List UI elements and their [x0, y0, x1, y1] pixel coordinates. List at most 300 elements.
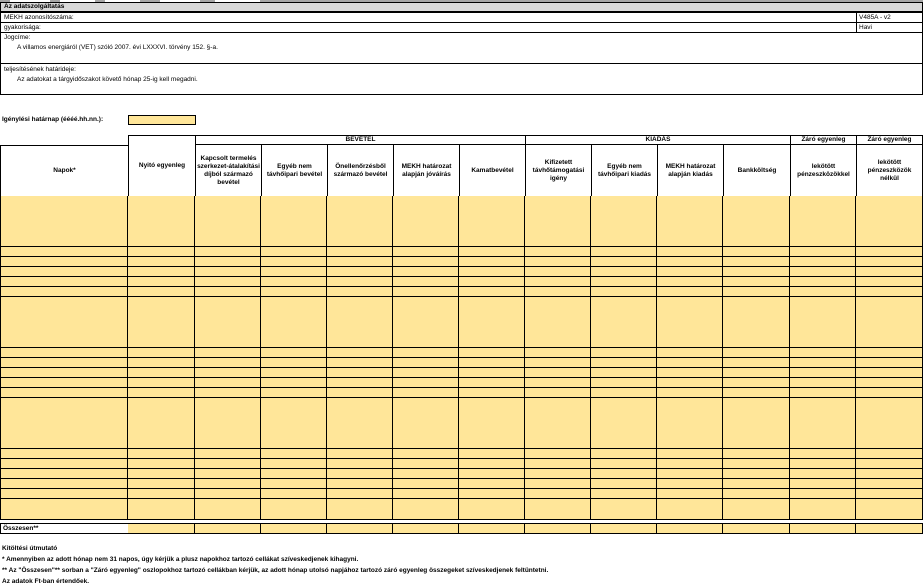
- data-cell[interactable]: [657, 358, 723, 369]
- data-cell[interactable]: [856, 388, 923, 399]
- data-cell[interactable]: [0, 196, 128, 207]
- data-cell[interactable]: [393, 277, 459, 288]
- data-cell[interactable]: [591, 398, 657, 409]
- data-cell[interactable]: [723, 438, 790, 449]
- data-cell[interactable]: [459, 499, 525, 510]
- data-cell[interactable]: [657, 236, 723, 247]
- data-cell[interactable]: [393, 287, 459, 298]
- data-cell[interactable]: [657, 267, 723, 278]
- data-cell[interactable]: [856, 438, 923, 449]
- data-cell[interactable]: [261, 449, 327, 460]
- data-cell[interactable]: [591, 297, 657, 308]
- data-cell[interactable]: [459, 378, 525, 389]
- data-cell[interactable]: [591, 499, 657, 510]
- total-cell[interactable]: [261, 523, 327, 534]
- data-cell[interactable]: [195, 509, 261, 520]
- data-cell[interactable]: [723, 388, 790, 399]
- data-cell[interactable]: [327, 337, 393, 348]
- data-cell[interactable]: [459, 226, 525, 237]
- data-cell[interactable]: [0, 459, 128, 470]
- data-cell[interactable]: [261, 388, 327, 399]
- data-cell[interactable]: [261, 206, 327, 217]
- data-cell[interactable]: [128, 317, 195, 328]
- data-cell[interactable]: [261, 368, 327, 379]
- data-cell[interactable]: [723, 398, 790, 409]
- data-cell[interactable]: [261, 277, 327, 288]
- data-cell[interactable]: [591, 287, 657, 298]
- data-cell[interactable]: [393, 428, 459, 439]
- data-cell[interactable]: [0, 398, 128, 409]
- data-cell[interactable]: [856, 509, 923, 520]
- data-cell[interactable]: [128, 489, 195, 500]
- data-cell[interactable]: [591, 337, 657, 348]
- data-cell[interactable]: [459, 247, 525, 258]
- total-cell[interactable]: [856, 523, 923, 534]
- data-cell[interactable]: [327, 206, 393, 217]
- data-cell[interactable]: [790, 206, 856, 217]
- data-cell[interactable]: [393, 236, 459, 247]
- data-cell[interactable]: [195, 388, 261, 399]
- data-cell[interactable]: [261, 408, 327, 419]
- data-cell[interactable]: [856, 368, 923, 379]
- data-cell[interactable]: [459, 307, 525, 318]
- data-cell[interactable]: [0, 378, 128, 389]
- data-cell[interactable]: [856, 327, 923, 338]
- data-cell[interactable]: [0, 408, 128, 419]
- data-cell[interactable]: [0, 449, 128, 460]
- data-cell[interactable]: [327, 277, 393, 288]
- data-cell[interactable]: [525, 479, 591, 490]
- data-cell[interactable]: [195, 358, 261, 369]
- data-cell[interactable]: [591, 469, 657, 480]
- data-cell[interactable]: [261, 257, 327, 268]
- data-cell[interactable]: [195, 418, 261, 429]
- data-cell[interactable]: [723, 408, 790, 419]
- data-cell[interactable]: [790, 388, 856, 399]
- data-cell[interactable]: [525, 277, 591, 288]
- data-cell[interactable]: [723, 489, 790, 500]
- data-cell[interactable]: [459, 236, 525, 247]
- data-cell[interactable]: [856, 428, 923, 439]
- data-cell[interactable]: [790, 247, 856, 258]
- data-cell[interactable]: [790, 438, 856, 449]
- data-cell[interactable]: [128, 438, 195, 449]
- data-cell[interactable]: [327, 216, 393, 227]
- data-cell[interactable]: [525, 327, 591, 338]
- data-cell[interactable]: [591, 257, 657, 268]
- data-cell[interactable]: [723, 267, 790, 278]
- data-cell[interactable]: [0, 489, 128, 500]
- data-cell[interactable]: [723, 418, 790, 429]
- data-cell[interactable]: [393, 449, 459, 460]
- data-cell[interactable]: [128, 337, 195, 348]
- data-cell[interactable]: [128, 378, 195, 389]
- data-cell[interactable]: [195, 226, 261, 237]
- data-cell[interactable]: [261, 378, 327, 389]
- data-cell[interactable]: [723, 378, 790, 389]
- data-cell[interactable]: [327, 297, 393, 308]
- data-cell[interactable]: [856, 489, 923, 500]
- data-cell[interactable]: [525, 509, 591, 520]
- data-cell[interactable]: [723, 469, 790, 480]
- data-cell[interactable]: [195, 479, 261, 490]
- data-cell[interactable]: [128, 368, 195, 379]
- data-cell[interactable]: [591, 388, 657, 399]
- data-cell[interactable]: [327, 438, 393, 449]
- data-cell[interactable]: [790, 226, 856, 237]
- data-cell[interactable]: [657, 459, 723, 470]
- data-cell[interactable]: [525, 297, 591, 308]
- data-cell[interactable]: [723, 287, 790, 298]
- data-cell[interactable]: [128, 479, 195, 490]
- data-cell[interactable]: [790, 327, 856, 338]
- data-cell[interactable]: [327, 196, 393, 207]
- data-cell[interactable]: [459, 358, 525, 369]
- data-cell[interactable]: [393, 479, 459, 490]
- data-cell[interactable]: [591, 449, 657, 460]
- data-cell[interactable]: [195, 499, 261, 510]
- data-cell[interactable]: [0, 236, 128, 247]
- data-cell[interactable]: [327, 418, 393, 429]
- data-cell[interactable]: [261, 489, 327, 500]
- total-cell[interactable]: [657, 523, 723, 534]
- data-cell[interactable]: [393, 297, 459, 308]
- data-cell[interactable]: [856, 358, 923, 369]
- data-cell[interactable]: [393, 408, 459, 419]
- data-cell[interactable]: [261, 226, 327, 237]
- data-cell[interactable]: [790, 509, 856, 520]
- data-cell[interactable]: [856, 398, 923, 409]
- data-cell[interactable]: [723, 509, 790, 520]
- data-cell[interactable]: [723, 449, 790, 460]
- data-cell[interactable]: [723, 358, 790, 369]
- data-cell[interactable]: [657, 277, 723, 288]
- total-cell[interactable]: [128, 523, 195, 534]
- data-cell[interactable]: [261, 196, 327, 207]
- data-cell[interactable]: [657, 469, 723, 480]
- data-cell[interactable]: [393, 358, 459, 369]
- data-cell[interactable]: [856, 307, 923, 318]
- data-cell[interactable]: [459, 297, 525, 308]
- data-cell[interactable]: [195, 469, 261, 480]
- data-cell[interactable]: [790, 307, 856, 318]
- data-cell[interactable]: [261, 327, 327, 338]
- data-cell[interactable]: [657, 479, 723, 490]
- data-cell[interactable]: [261, 358, 327, 369]
- data-cell[interactable]: [657, 317, 723, 328]
- data-cell[interactable]: [591, 206, 657, 217]
- data-cell[interactable]: [195, 408, 261, 419]
- data-cell[interactable]: [657, 226, 723, 237]
- data-cell[interactable]: [195, 449, 261, 460]
- data-cell[interactable]: [525, 267, 591, 278]
- data-cell[interactable]: [128, 307, 195, 318]
- data-cell[interactable]: [790, 257, 856, 268]
- data-cell[interactable]: [790, 408, 856, 419]
- data-cell[interactable]: [261, 247, 327, 258]
- data-cell[interactable]: [723, 459, 790, 470]
- data-cell[interactable]: [327, 449, 393, 460]
- data-cell[interactable]: [261, 499, 327, 510]
- data-cell[interactable]: [591, 307, 657, 318]
- data-cell[interactable]: [393, 499, 459, 510]
- data-cell[interactable]: [0, 327, 128, 338]
- data-cell[interactable]: [525, 378, 591, 389]
- data-cell[interactable]: [195, 257, 261, 268]
- data-cell[interactable]: [128, 428, 195, 439]
- data-cell[interactable]: [525, 226, 591, 237]
- data-cell[interactable]: [525, 247, 591, 258]
- data-cell[interactable]: [856, 337, 923, 348]
- data-cell[interactable]: [657, 368, 723, 379]
- data-cell[interactable]: [393, 509, 459, 520]
- data-cell[interactable]: [657, 327, 723, 338]
- data-cell[interactable]: [261, 479, 327, 490]
- data-cell[interactable]: [525, 368, 591, 379]
- data-cell[interactable]: [393, 418, 459, 429]
- data-cell[interactable]: [723, 368, 790, 379]
- total-cell[interactable]: [327, 523, 393, 534]
- data-cell[interactable]: [723, 317, 790, 328]
- data-cell[interactable]: [459, 257, 525, 268]
- data-cell[interactable]: [459, 408, 525, 419]
- data-cell[interactable]: [856, 459, 923, 470]
- total-cell[interactable]: [790, 523, 856, 534]
- data-cell[interactable]: [0, 317, 128, 328]
- data-cell[interactable]: [856, 257, 923, 268]
- data-cell[interactable]: [657, 388, 723, 399]
- data-cell[interactable]: [195, 327, 261, 338]
- data-cell[interactable]: [657, 247, 723, 258]
- data-cell[interactable]: [261, 348, 327, 359]
- data-cell[interactable]: [327, 348, 393, 359]
- data-cell[interactable]: [195, 277, 261, 288]
- data-cell[interactable]: [327, 327, 393, 338]
- data-cell[interactable]: [261, 236, 327, 247]
- data-cell[interactable]: [0, 388, 128, 399]
- data-cell[interactable]: [856, 216, 923, 227]
- data-cell[interactable]: [591, 428, 657, 439]
- data-cell[interactable]: [459, 509, 525, 520]
- data-cell[interactable]: [393, 247, 459, 258]
- data-cell[interactable]: [0, 216, 128, 227]
- data-cell[interactable]: [459, 348, 525, 359]
- data-cell[interactable]: [327, 509, 393, 520]
- data-cell[interactable]: [0, 428, 128, 439]
- data-cell[interactable]: [525, 216, 591, 227]
- data-cell[interactable]: [195, 267, 261, 278]
- data-cell[interactable]: [525, 388, 591, 399]
- data-cell[interactable]: [195, 297, 261, 308]
- data-cell[interactable]: [195, 428, 261, 439]
- data-cell[interactable]: [261, 509, 327, 520]
- data-cell[interactable]: [790, 196, 856, 207]
- data-cell[interactable]: [525, 287, 591, 298]
- data-cell[interactable]: [790, 398, 856, 409]
- data-cell[interactable]: [525, 438, 591, 449]
- data-cell[interactable]: [591, 418, 657, 429]
- data-cell[interactable]: [591, 317, 657, 328]
- data-cell[interactable]: [261, 287, 327, 298]
- data-cell[interactable]: [327, 499, 393, 510]
- data-cell[interactable]: [393, 388, 459, 399]
- data-cell[interactable]: [790, 317, 856, 328]
- data-cell[interactable]: [856, 348, 923, 359]
- data-cell[interactable]: [393, 216, 459, 227]
- data-cell[interactable]: [327, 287, 393, 298]
- data-cell[interactable]: [525, 358, 591, 369]
- data-cell[interactable]: [128, 499, 195, 510]
- data-cell[interactable]: [591, 378, 657, 389]
- data-cell[interactable]: [128, 216, 195, 227]
- data-cell[interactable]: [195, 368, 261, 379]
- data-cell[interactable]: [459, 368, 525, 379]
- data-cell[interactable]: [128, 236, 195, 247]
- data-cell[interactable]: [525, 337, 591, 348]
- data-cell[interactable]: [723, 499, 790, 510]
- data-cell[interactable]: [856, 297, 923, 308]
- data-cell[interactable]: [525, 428, 591, 439]
- data-cell[interactable]: [459, 277, 525, 288]
- data-cell[interactable]: [657, 378, 723, 389]
- data-cell[interactable]: [327, 378, 393, 389]
- data-cell[interactable]: [327, 247, 393, 258]
- data-cell[interactable]: [790, 287, 856, 298]
- data-cell[interactable]: [591, 459, 657, 470]
- data-cell[interactable]: [790, 459, 856, 470]
- data-cell[interactable]: [459, 216, 525, 227]
- data-cell[interactable]: [195, 307, 261, 318]
- total-cell[interactable]: [459, 523, 525, 534]
- data-cell[interactable]: [657, 408, 723, 419]
- data-cell[interactable]: [790, 297, 856, 308]
- data-cell[interactable]: [856, 408, 923, 419]
- data-cell[interactable]: [327, 226, 393, 237]
- data-cell[interactable]: [657, 509, 723, 520]
- data-cell[interactable]: [128, 267, 195, 278]
- data-cell[interactable]: [0, 257, 128, 268]
- data-cell[interactable]: [856, 236, 923, 247]
- data-cell[interactable]: [591, 267, 657, 278]
- data-cell[interactable]: [856, 469, 923, 480]
- data-cell[interactable]: [459, 287, 525, 298]
- data-cell[interactable]: [657, 216, 723, 227]
- data-cell[interactable]: [657, 287, 723, 298]
- data-cell[interactable]: [128, 257, 195, 268]
- data-cell[interactable]: [856, 267, 923, 278]
- data-cell[interactable]: [591, 509, 657, 520]
- data-cell[interactable]: [261, 317, 327, 328]
- data-cell[interactable]: [525, 449, 591, 460]
- data-cell[interactable]: [657, 196, 723, 207]
- data-cell[interactable]: [657, 297, 723, 308]
- data-cell[interactable]: [856, 499, 923, 510]
- data-cell[interactable]: [261, 297, 327, 308]
- data-cell[interactable]: [459, 469, 525, 480]
- data-cell[interactable]: [128, 277, 195, 288]
- data-cell[interactable]: [459, 317, 525, 328]
- data-cell[interactable]: [525, 408, 591, 419]
- data-cell[interactable]: [591, 489, 657, 500]
- data-cell[interactable]: [0, 348, 128, 359]
- total-cell[interactable]: [393, 523, 459, 534]
- data-cell[interactable]: [856, 277, 923, 288]
- data-cell[interactable]: [856, 449, 923, 460]
- data-cell[interactable]: [393, 317, 459, 328]
- data-cell[interactable]: [195, 247, 261, 258]
- data-cell[interactable]: [0, 337, 128, 348]
- data-cell[interactable]: [723, 247, 790, 258]
- data-cell[interactable]: [657, 418, 723, 429]
- data-cell[interactable]: [195, 378, 261, 389]
- data-cell[interactable]: [723, 216, 790, 227]
- data-cell[interactable]: [525, 257, 591, 268]
- data-cell[interactable]: [459, 267, 525, 278]
- data-cell[interactable]: [459, 428, 525, 439]
- data-cell[interactable]: [393, 307, 459, 318]
- data-cell[interactable]: [327, 358, 393, 369]
- data-cell[interactable]: [327, 489, 393, 500]
- data-cell[interactable]: [459, 418, 525, 429]
- data-cell[interactable]: [327, 307, 393, 318]
- data-cell[interactable]: [525, 196, 591, 207]
- data-cell[interactable]: [591, 479, 657, 490]
- data-cell[interactable]: [128, 206, 195, 217]
- data-cell[interactable]: [723, 226, 790, 237]
- data-cell[interactable]: [128, 398, 195, 409]
- data-cell[interactable]: [393, 226, 459, 237]
- data-cell[interactable]: [591, 277, 657, 288]
- data-cell[interactable]: [0, 438, 128, 449]
- data-cell[interactable]: [393, 438, 459, 449]
- data-cell[interactable]: [459, 388, 525, 399]
- data-cell[interactable]: [261, 337, 327, 348]
- data-cell[interactable]: [790, 449, 856, 460]
- data-cell[interactable]: [0, 287, 128, 298]
- data-cell[interactable]: [790, 216, 856, 227]
- data-cell[interactable]: [459, 398, 525, 409]
- data-cell[interactable]: [128, 408, 195, 419]
- data-cell[interactable]: [261, 418, 327, 429]
- data-cell[interactable]: [459, 489, 525, 500]
- data-cell[interactable]: [525, 459, 591, 470]
- data-cell[interactable]: [0, 277, 128, 288]
- data-cell[interactable]: [393, 196, 459, 207]
- data-cell[interactable]: [128, 297, 195, 308]
- data-cell[interactable]: [525, 469, 591, 480]
- data-cell[interactable]: [723, 206, 790, 217]
- data-cell[interactable]: [393, 368, 459, 379]
- data-cell[interactable]: [195, 348, 261, 359]
- data-cell[interactable]: [128, 327, 195, 338]
- data-cell[interactable]: [261, 267, 327, 278]
- data-cell[interactable]: [459, 196, 525, 207]
- data-cell[interactable]: [723, 196, 790, 207]
- data-cell[interactable]: [459, 327, 525, 338]
- data-cell[interactable]: [261, 216, 327, 227]
- data-cell[interactable]: [195, 489, 261, 500]
- data-cell[interactable]: [459, 479, 525, 490]
- data-cell[interactable]: [327, 469, 393, 480]
- data-cell[interactable]: [195, 459, 261, 470]
- data-cell[interactable]: [128, 509, 195, 520]
- data-cell[interactable]: [657, 499, 723, 510]
- data-cell[interactable]: [195, 337, 261, 348]
- data-cell[interactable]: [856, 317, 923, 328]
- data-cell[interactable]: [195, 438, 261, 449]
- data-cell[interactable]: [0, 307, 128, 318]
- data-cell[interactable]: [856, 206, 923, 217]
